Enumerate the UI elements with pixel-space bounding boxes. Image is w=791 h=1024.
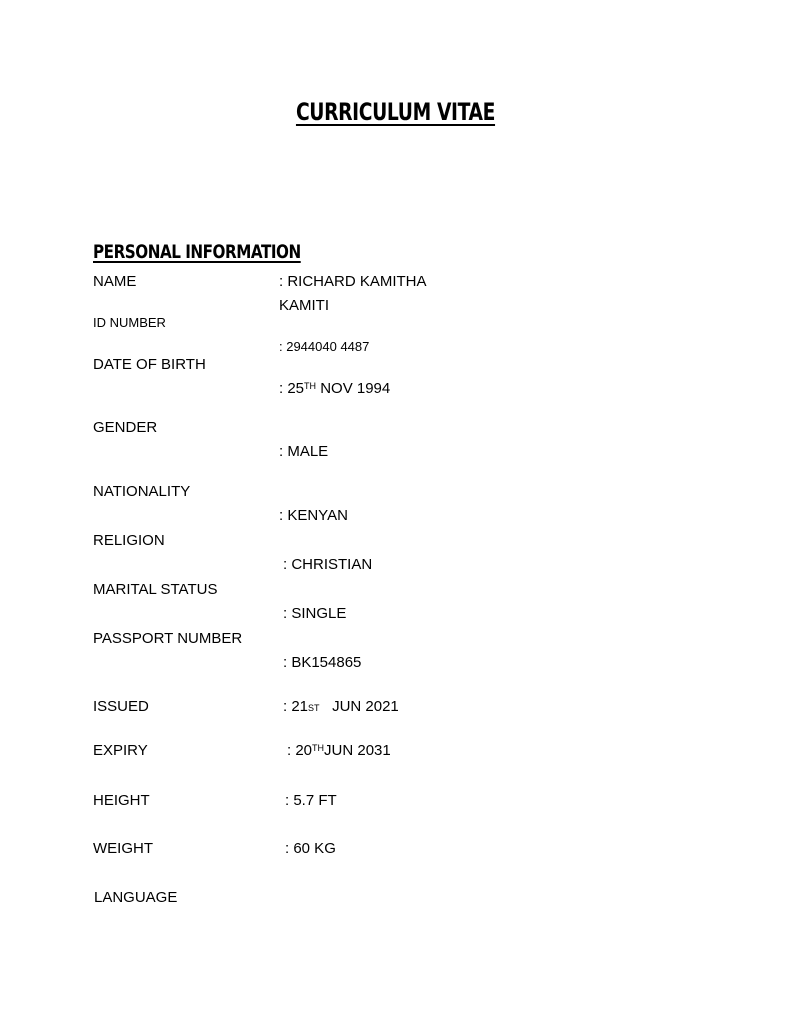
id-number-label: ID NUMBER bbox=[93, 315, 166, 330]
expiry-ordinal: TH bbox=[312, 743, 325, 753]
section-heading-personal-information: PERSONAL INFORMATION bbox=[93, 241, 301, 263]
passport-number-value: : BK154865 bbox=[283, 654, 362, 671]
expiry-label: EXPIRY bbox=[93, 742, 148, 759]
gender-value: : MALE bbox=[279, 443, 329, 460]
document-title: CURRICULUM VITAE bbox=[295, 98, 496, 126]
nationality-label: NATIONALITY bbox=[93, 483, 191, 500]
language-label: LANGUAGE bbox=[94, 889, 178, 906]
name-value-line1: : RICHARD KAMITHA bbox=[279, 273, 427, 290]
id-number-value: : 2944040 4487 bbox=[279, 339, 370, 354]
date-of-birth-value: : 25TH NOV 1994 bbox=[279, 380, 391, 397]
date-of-birth-ordinal: TH bbox=[304, 381, 317, 391]
marital-status-label: MARITAL STATUS bbox=[93, 581, 218, 598]
nationality-value: : KENYAN bbox=[279, 507, 348, 524]
passport-number-label: PASSPORT NUMBER bbox=[93, 630, 243, 647]
gender-label: GENDER bbox=[93, 419, 158, 436]
name-label: NAME bbox=[93, 273, 137, 290]
issued-ordinal: ST bbox=[308, 703, 320, 713]
name-value-line2: KAMITI bbox=[279, 297, 330, 314]
issued-value: : 21ST JUN 2021 bbox=[283, 698, 399, 715]
height-value: : 5.7 FT bbox=[285, 792, 337, 809]
date-of-birth-label: DATE OF BIRTH bbox=[93, 356, 206, 373]
weight-label: WEIGHT bbox=[93, 840, 153, 857]
religion-value: : CHRISTIAN bbox=[283, 556, 373, 573]
weight-value: : 60 KG bbox=[285, 840, 336, 857]
marital-status-value: : SINGLE bbox=[283, 605, 347, 622]
religion-label: RELIGION bbox=[93, 532, 165, 549]
issued-label: ISSUED bbox=[93, 698, 149, 715]
expiry-value: : 20THJUN 2031 bbox=[287, 742, 391, 759]
height-label: HEIGHT bbox=[93, 792, 150, 809]
